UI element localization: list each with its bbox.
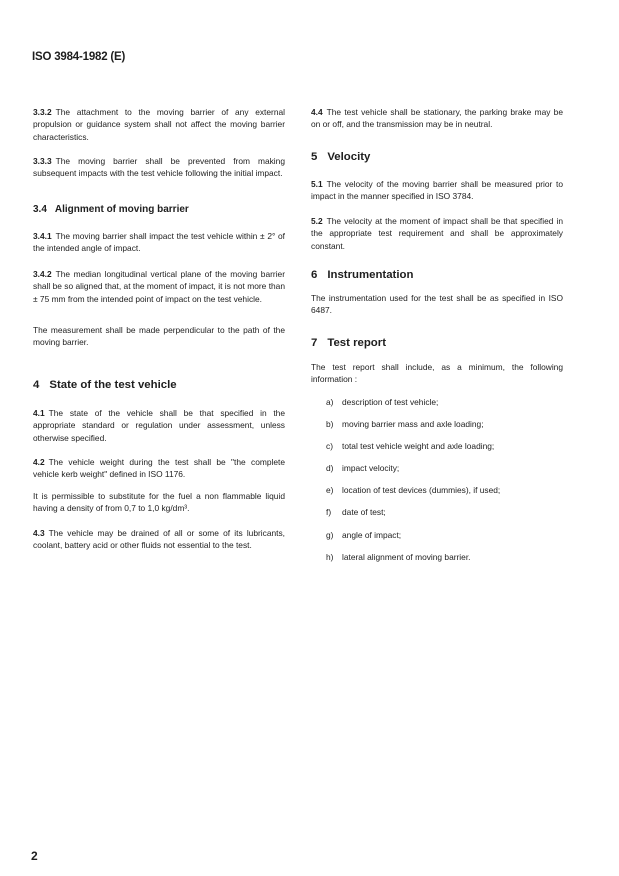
list-item xyxy=(326,506,386,518)
paragraph-text: The instrumentation used for the test shall be as specified in ISO 6487. xyxy=(311,293,563,316)
list-item xyxy=(326,484,500,496)
heading-text: Alignment of moving barrier xyxy=(54,204,189,215)
instrumentation-paragraph xyxy=(311,292,563,317)
clause-text: The attachment to the moving barrier of any external propulsion or guidance system shall not affect the moving barrier characteristics. xyxy=(33,107,285,142)
list-item-label: c) xyxy=(326,441,333,451)
list-item-text: moving barrier mass and axle loading; xyxy=(342,419,484,429)
clause-number: 3.3.2 xyxy=(33,107,52,117)
list-item xyxy=(326,529,401,541)
clause-text: The moving barrier shall be prevented from making subsequent impacts with the test vehicle following the initial impact. xyxy=(33,156,285,179)
clause-text: The velocity at the moment of impact shall be that specified in the appropriate test requirement and shall be approximately constant. xyxy=(311,216,563,251)
clause-text: The moving barrier shall impact the test vehicle within ± 2° of the intended angle of impact. xyxy=(33,231,285,254)
clause-text: The vehicle weight during the test shall be "the complete vehicle kerb weight" defined in ISO 1176. xyxy=(33,457,285,480)
list-item-text: description of test vehicle; xyxy=(342,397,439,407)
list-item xyxy=(326,462,399,474)
clause-number: 3.4.2 xyxy=(33,269,52,279)
list-item-text: date of test; xyxy=(342,507,386,517)
clause-3-4-1 xyxy=(33,230,285,255)
heading-number: 6 xyxy=(311,269,318,281)
clause-number: 3.3.3 xyxy=(33,156,52,166)
heading-text: Test report xyxy=(327,337,386,349)
paragraph-text: The measurement shall be made perpendicular to the path of the moving barrier. xyxy=(33,325,285,348)
clause-number: 3.4.1 xyxy=(33,231,52,241)
clause-number: 5.2 xyxy=(311,216,323,226)
list-item xyxy=(326,440,494,452)
clause-4-2 xyxy=(33,456,285,481)
paragraph-text: It is permissible to substitute for the fuel a non flammable liquid having a density of from 0,7 to 1,0 kg/dm³. xyxy=(33,491,285,514)
list-item-label: a) xyxy=(326,397,334,407)
heading-text: Instrumentation xyxy=(327,269,414,281)
heading-6 xyxy=(311,269,563,281)
list-item-label: e) xyxy=(326,485,334,495)
document-id: ISO 3984-1982 (E) xyxy=(32,51,126,63)
list-item-text: angle of impact; xyxy=(342,530,402,540)
paragraph-text: The test report shall include, as a minimum, the following information : xyxy=(311,362,563,385)
clause-5-2 xyxy=(311,215,563,252)
list-item-text: location of test devices (dummies), if used; xyxy=(342,485,501,495)
fuel-substitution-paragraph xyxy=(33,490,285,515)
list-item xyxy=(326,551,470,563)
clause-number: 4.1 xyxy=(33,408,45,418)
list-item xyxy=(326,418,484,430)
list-item-text: lateral alignment of moving barrier. xyxy=(342,552,471,562)
clause-4-1 xyxy=(33,407,285,444)
heading-number: 3.4 xyxy=(33,204,47,215)
heading-number: 5 xyxy=(311,151,318,163)
list-item-label: b) xyxy=(326,419,334,429)
heading-text: State of the test vehicle xyxy=(49,379,177,391)
measurement-paragraph xyxy=(33,324,285,349)
page-number: 2 xyxy=(31,849,38,863)
clause-text: The vehicle may be drained of all or some of its lubricants, coolant, battery acid or other fluids not essential to the test. xyxy=(33,528,285,551)
clause-3-4-2 xyxy=(33,268,285,305)
clause-3-3-3 xyxy=(33,155,285,180)
clause-4-4 xyxy=(311,106,563,131)
clause-text: The velocity of the moving barrier shall be measured prior to impact in the manner specified in ISO 3784. xyxy=(311,179,563,202)
list-item-label: f) xyxy=(326,507,332,517)
clause-3-3-2 xyxy=(33,106,285,143)
heading-text: Velocity xyxy=(327,151,371,163)
clause-text: The median longitudinal vertical plane of the moving barrier shall be so aligned that, at the moment of impact, it is not more than ± 75 mm from the intended point of impact on the test vehicle. xyxy=(33,269,285,304)
clause-text: The test vehicle shall be stationary, the parking brake may be on or off, and the transmission may be in neutral. xyxy=(311,107,563,130)
heading-5 xyxy=(311,151,563,163)
heading-number: 7 xyxy=(311,337,318,349)
clause-text: The state of the vehicle shall be that specified in the appropriate standard or regulation under assessment, unless otherwise specified. xyxy=(33,408,285,443)
list-item-label: h) xyxy=(326,552,334,562)
list-item-label: g) xyxy=(326,530,334,540)
clause-5-1 xyxy=(311,178,563,203)
clause-number: 4.2 xyxy=(33,457,45,467)
clause-number: 4.3 xyxy=(33,528,45,538)
list-item-text: impact velocity; xyxy=(342,463,400,473)
heading-3-4 xyxy=(33,204,285,215)
heading-4 xyxy=(33,379,285,391)
heading-7 xyxy=(311,337,563,349)
list-item xyxy=(326,396,438,408)
test-report-intro xyxy=(311,361,563,386)
clause-number: 4.4 xyxy=(311,107,323,117)
clause-4-3 xyxy=(33,527,285,552)
heading-number: 4 xyxy=(33,379,40,391)
list-item-label: d) xyxy=(326,463,334,473)
clause-number: 5.1 xyxy=(311,179,323,189)
list-item-text: total test vehicle weight and axle loading; xyxy=(342,441,495,451)
